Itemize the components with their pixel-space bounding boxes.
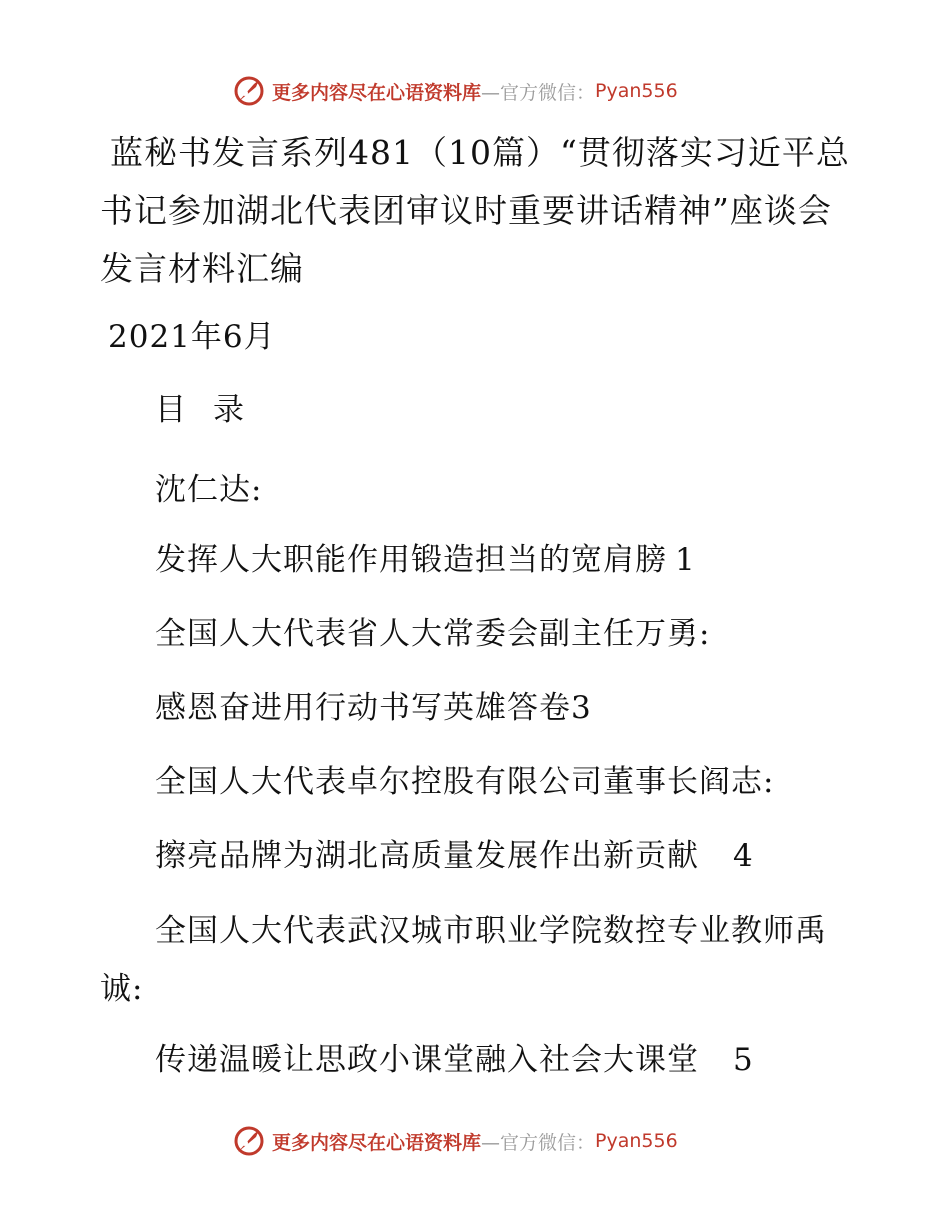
watermark-wechat-label: —官方微信： (481, 81, 596, 104)
watermark-wechat-label: —官方微信： (481, 1131, 596, 1154)
toc-article-title: 传递温暖让思政小课堂融入社会大课堂 (155, 1042, 699, 1078)
watermark-brand-text: 更多内容尽在心语资料库 (272, 81, 482, 104)
document-title (100, 124, 860, 298)
watermark-wechat-id: Pyan556 (595, 1130, 678, 1152)
toc-entry (155, 836, 754, 876)
footer-watermark (232, 1121, 678, 1161)
toc-article-title: 感恩奋进用行动书写英雄答卷 (155, 690, 571, 726)
toc-page-number: 4 (733, 838, 754, 874)
toc-article-title: 发挥人大职能作用锻造担当的宽肩膀 (155, 542, 667, 578)
document-title-text: 蓝秘书发言系列481（10篇）“贯彻落实习近平总书记参加湖北代表团审议时重要讲话精神”座谈会发言材料汇编 (100, 133, 850, 288)
document-date: 2021年6月 (108, 319, 276, 355)
toc-entry (155, 688, 592, 728)
toc-entry (155, 540, 696, 580)
toc-heading-char-2: 录 (213, 392, 245, 428)
watermark-brand-text: 更多内容尽在心语资料库 (272, 1131, 482, 1154)
toc-speaker: 全国人大代表省人大常委会副主任万勇: (155, 616, 711, 652)
toc-speaker: 全国人大代表卓尔控股有限公司董事长阎志: (155, 764, 775, 800)
header-watermark (232, 71, 678, 111)
toc-article-title: 擦亮品牌为湖北高质量发展作出新贡献 (155, 838, 699, 874)
toc-entry (155, 1040, 754, 1080)
quill-logo-icon (232, 1124, 266, 1158)
toc-page-number: 1 (675, 542, 696, 578)
toc-page-number: 3 (571, 690, 592, 726)
toc-speaker: 沈仁达: (155, 472, 263, 508)
quill-logo-icon (232, 74, 266, 108)
watermark-wechat-id: Pyan556 (595, 80, 678, 102)
toc-page-number: 5 (733, 1042, 754, 1078)
toc-heading-char-1: 目 (155, 392, 187, 428)
toc-heading (155, 390, 245, 430)
toc-speaker: 全国人大代表武汉城市职业学院数控专业教师禹诚: (100, 913, 827, 1007)
